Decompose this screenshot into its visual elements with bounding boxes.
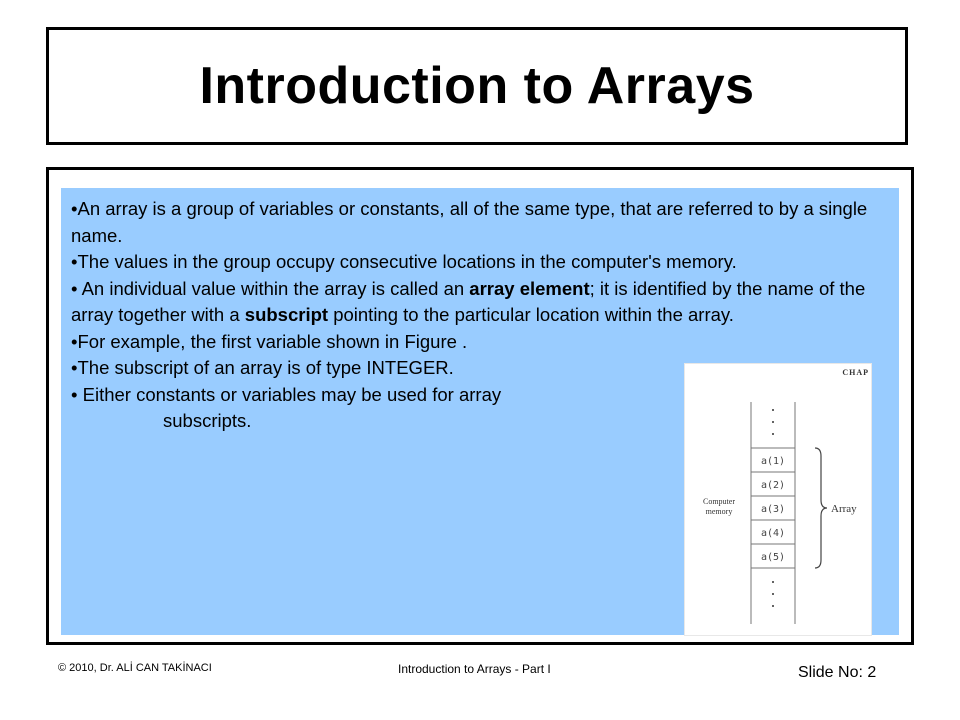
- bullet-item-4: •For example, the first variable shown in Figure .: [71, 330, 468, 352]
- bold-term-array-element: array element: [469, 277, 590, 299]
- content-box: [46, 167, 914, 645]
- bullet-item-2: •The values in the group occupy consecutive locations in the computer's memory.: [71, 251, 737, 272]
- bold-term-subscript: subscript: [244, 304, 329, 325]
- memory-label-line-1: Computer: [703, 497, 735, 506]
- array-brace: [815, 448, 827, 568]
- bullet-item-3: [71, 276, 871, 329]
- array-diagram: [685, 364, 871, 635]
- array-label: Array: [831, 503, 857, 515]
- bullet-6-line-2: subscripts.: [163, 410, 252, 431]
- bullet-3-text-pre: • An individual value within the array is called an: [71, 277, 470, 299]
- cell-a5: a(5): [760, 552, 786, 563]
- cell-a1: a(1): [760, 456, 786, 467]
- figure-chapter-header: CHAP: [842, 368, 869, 377]
- cell-a4: a(4): [760, 528, 786, 539]
- top-ellipsis: [772, 409, 774, 435]
- cell-a2: a(2): [760, 480, 786, 491]
- title-box: [46, 27, 908, 145]
- footer-title: Introduction to Arrays - Part I: [398, 662, 551, 676]
- content-panel: [61, 188, 899, 635]
- bullet-3-text-mid: ; it is identified by the name of the array together with a: [71, 277, 866, 325]
- bullet-item-1: •An array is a group of variables or constants, all of the same type, that are referred to by a single name.: [71, 198, 868, 246]
- bullet-6-line-1: • Either constants or variables may be used for array: [71, 383, 502, 405]
- footer-copyright: © 2010, Dr. ALİ CAN TAKİNACI: [58, 662, 212, 674]
- cell-a3: a(3): [760, 504, 786, 515]
- memory-label-line-2: memory: [705, 507, 733, 516]
- bottom-ellipsis: [772, 581, 774, 607]
- bullet-item-5: •The subscript of an array is of type INTEGER.: [71, 357, 454, 378]
- bullet-3-text-post: pointing to the particular location within the array.: [328, 304, 734, 325]
- slide-number: Slide No: 2: [798, 664, 877, 681]
- array-memory-figure: [685, 364, 871, 635]
- slide-title: Introduction to Arrays: [199, 57, 755, 115]
